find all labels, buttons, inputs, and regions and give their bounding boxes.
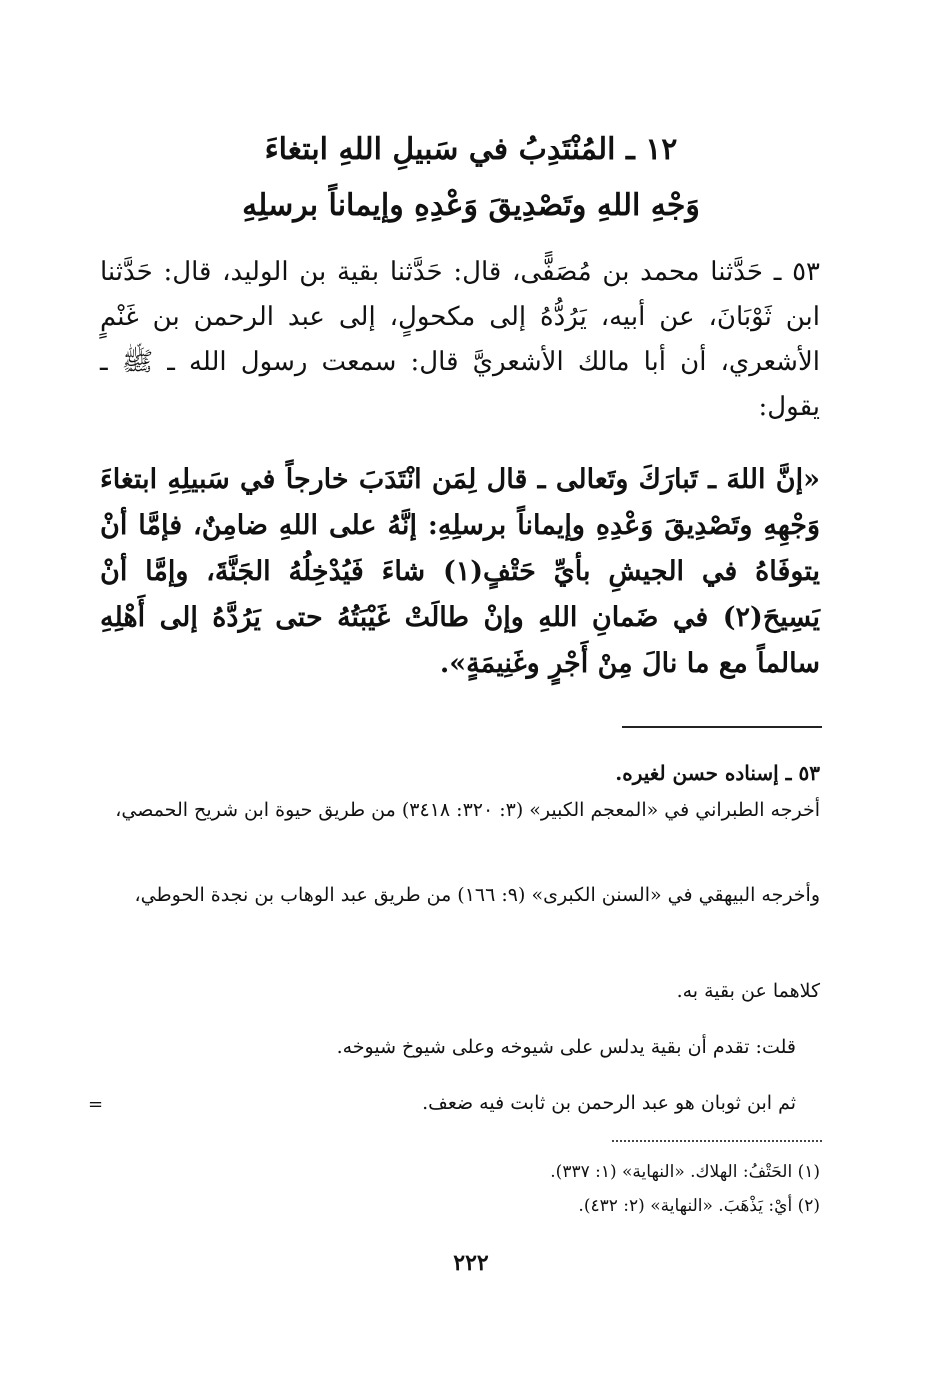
- commentary-paragraph-1: أخرجه الطبراني في «المعجم الكبير» (٣: ٣٢٠: ٣٤١٨) من طريق حيوة ابن شريح الحمصي،: [115, 799, 820, 821]
- chapter-title-line-1: ١٢ ـ المُنْتَدِبُ في سَبيلِ اللهِ ابتغاءَ: [264, 132, 678, 167]
- hadith-matn: «إنَّ اللهَ ـ تَبارَكَ وتَعالى ـ قال لِمَن انْتَدَبَ خارجاً في سَبيلِهِ ابتغاءَ وَجْهِهِ وتَصْدِيقَ وَعْدِهِ وإيماناً برسلِهِ: إنَّهُ على اللهِ ضامِنٌ، فإمَّا أنْ يتوفَاهُ في الجيشِ بأيِّ حَتْفٍ(١) شاءَ فَيُدْخِلُهُ الجَنَّةَ، وإمَّا أنْ يَسِيحَ(٢) في ضَمانِ اللهِ وإنْ طالَتْ غَيْبَتُهُ حتى يَرُدَّهُ إلى أَهْلِهِ سالماً مع ما نالَ مِنْ أَجْرٍ وغَنِيمَةٍ».: [100, 464, 820, 679]
- text-separator-line: [622, 726, 822, 728]
- footnote-1: (١) الحَتْفُ: الهلاك. «النهاية» (١: ٣٣٧).: [550, 1162, 820, 1182]
- footnote-2: (٢) أيْ: يَذْهَبَ. «النهاية» (٢: ٤٣٢).: [578, 1196, 820, 1216]
- chapter-title-line-2: وَجْهِ اللهِ وتَصْدِيقَ وَعْدِهِ وإيماناً برسلِهِ: [242, 188, 700, 223]
- hadith-isnad: ٥٣ ـ حَدَّثنا محمد بن مُصَفًّى، قال: حَدَّثنا بقية بن الوليد، قال: حَدَّثنا ابن ثَوْبَانَ، عن أبيه، يَرُدُّهُ إلى مكحولٍ، إلى عبد الرحمن بن غَنْمٍ الأشعري، أن أبا مالك الأشعريَّ قال: سمعت رسول الله ـ ﷺ ـ يقول:: [100, 257, 820, 422]
- commentary-heading: ٥٣ ـ إسناده حسن لغيره.: [615, 761, 820, 785]
- commentary-paragraph-3: كلاهما عن بقية به.: [676, 980, 820, 1002]
- commentary-paragraph-2: وأخرجه البيهقي في «السنن الكبرى» (٩: ١٦٦) من طريق عبد الوهاب بن نجدة الحوطي،: [134, 884, 820, 906]
- page-number: ٢٢٢: [453, 1250, 489, 1276]
- commentary-paragraph-5: ثم ابن ثوبان هو عبد الرحمن بن ثابت فيه ضعف.: [422, 1092, 796, 1114]
- continuation-mark: =: [88, 1094, 104, 1115]
- commentary-paragraph-4: قلت: تقدم أن بقية يدلس على شيوخه وعلى شيوخ شيوخه.: [336, 1036, 796, 1058]
- footnote-separator: [612, 1140, 822, 1142]
